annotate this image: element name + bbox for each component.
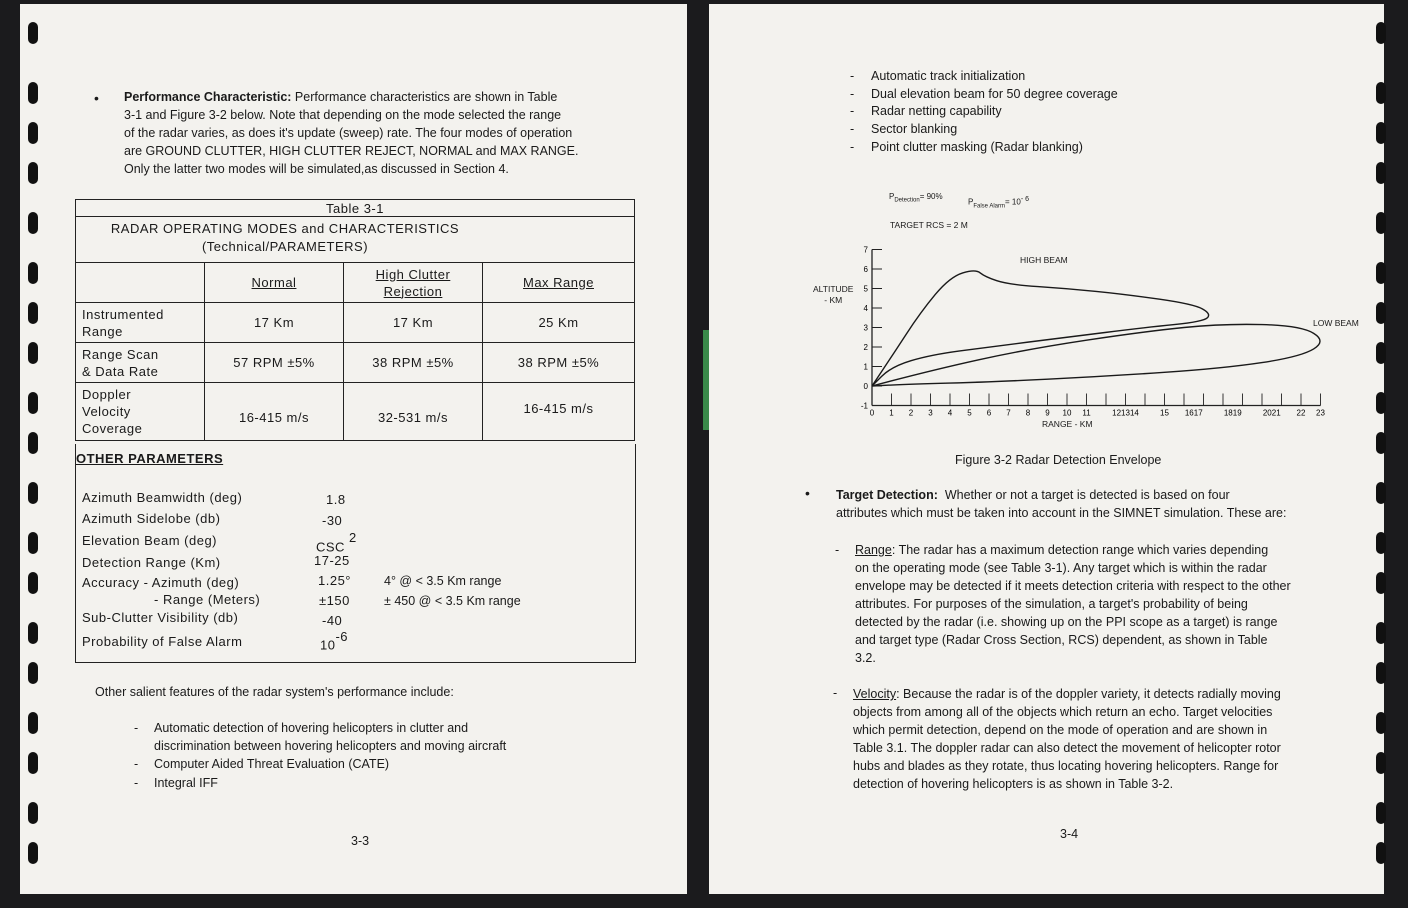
salient-feature: Automatic detection of hovering helicopters in clutter and [154,721,469,735]
x-tick-label: 1617 [1184,408,1203,418]
right-page [709,4,1384,894]
other-parameters-heading: OTHER PARAMETERS [76,451,224,466]
binding-hole-icon [28,302,38,324]
binding-hole-icon [28,752,38,774]
cell-high: 17 Km [344,303,483,343]
binding-hole-icon [28,392,38,414]
velocity-line: Table 3.1. The doppler radar can also detect the movement of helicopter rotor [853,741,1281,755]
param-label: - Range (Meters) [154,592,261,607]
velocity-paragraph [853,685,1328,793]
col-max-range: Max Range [523,275,594,290]
perf-line: 3-1 and Figure 3-2 below. Note that depending on the mode selected the range [124,108,562,122]
param-label: Elevation Beam (deg) [82,533,218,548]
param-label: Probability of False Alarm [82,634,243,649]
performance-heading: Performance Characteristic: [124,90,292,104]
binding-hole-icon [28,712,38,734]
param-value: ±150 [319,593,350,608]
figure-caption: Figure 3-2 Radar Detection Envelope [955,453,1162,467]
dash-icon: - [850,122,855,136]
binding-hole-icon [1376,802,1386,824]
binding-hole-icon [1376,82,1386,104]
x-tick-label: 7 [1006,408,1011,418]
dash-icon: - [134,721,139,735]
row-label: Range Scan [82,346,159,362]
velocity-line: detection of hovering helicopters is as shown in Table 3-2. [853,777,1174,791]
cell-normal: 57 RPM ±5% [205,343,344,383]
binding-hole-icon [1376,482,1386,504]
binding-hole-icon [1376,122,1386,144]
page-number: 3-3 [351,834,370,848]
x-tick-label: 11 [1082,408,1091,418]
x-tick-label: 4 [947,408,953,418]
binding-hole-icon [28,22,38,44]
binding-hole-icon [1376,302,1386,324]
param-value: 1.25° [318,573,352,588]
param-label: Azimuth Sidelobe (db) [82,511,221,526]
x-tick-label: 3 [928,408,933,418]
y-tick-label: 5 [863,284,868,294]
col-normal: Normal [251,275,297,290]
binding-hole-icon [1376,212,1386,234]
binding-hole-icon [1376,262,1386,284]
binding-hole-icon [1376,162,1386,184]
range-line: on the operating mode (see Table 3-1). Any target which is within the radar [855,561,1267,575]
low-beam-label: LOW BEAM [1313,318,1359,328]
feature-item: Radar netting capability [871,104,1002,118]
param-label: Detection Range (Km) [82,555,221,570]
x-axis-label: RANGE - KM [1042,419,1093,429]
target-rcs-label: TARGET RCS = 2 M [890,220,968,230]
param-value: -40 [322,613,343,628]
binding-hole-icon [1376,622,1386,644]
range-line: 3.2. [855,651,876,665]
range-line: detected by the radar (i.e. showing up on the PPI scope as a target) is range [855,615,1278,629]
param-extra: 4° @ < 3.5 Km range [384,574,502,588]
row-label: Coverage [82,421,143,436]
feature-item: Dual elevation beam for 50 degree coverage [871,87,1118,101]
table-row [76,383,635,441]
cell-normal: 17 Km [205,303,344,343]
binding-hole-icon [28,432,38,454]
y-tick-label: 7 [863,245,868,255]
binding-hole-icon [1376,392,1386,414]
bullet-icon: • [805,485,810,501]
radar-envelope-chart [854,229,1354,424]
param-value: -30 [322,513,343,528]
x-tick-label: 23 [1316,408,1325,418]
radar-modes-table [75,199,635,441]
table-subtitle: (Technical/PARAMETERS) [201,239,369,254]
binding-hole-icon [28,342,38,364]
col-high-clutter: High Clutter [375,266,451,282]
x-tick-label: 1819 [1223,408,1242,418]
binding-hole-icon [28,842,38,864]
target-detection-heading: Target Detection: [836,488,938,502]
target-detection-paragraph [836,486,1331,522]
salient-feature: Computer Aided Threat Evaluation (CATE) [154,757,390,771]
param-label: Accuracy - Azimuth (deg) [82,575,240,590]
cell-normal: 16-415 m/s [205,383,344,441]
dash-icon: - [850,87,855,101]
p-false-alarm-label: $P_{False Alarm}= 10^{- 6}$ [968,196,1029,210]
salient-intro: Other salient features of the radar system's performance include: [95,685,454,699]
y-axis-label: ALTITUDE - KM [813,284,854,305]
perf-line: are GROUND CLUTTER, HIGH CLUTTER REJECT, NORMAL and MAX RANGE. [124,144,579,158]
range-line: attributes. For purposes of the simulation, a target's probability of being [855,597,1248,611]
series-high-beam [872,271,1209,386]
param-label: Sub-Clutter Visibility (db) [82,610,239,625]
velocity-line: which permit detection, depend on the mode of operation and are shown in [853,723,1268,737]
binding-hole-icon [28,622,38,644]
col-rejection: Rejection [383,283,443,299]
range-paragraph [855,541,1330,667]
binding-hole-icon [28,162,38,184]
binding-hole-icon [28,122,38,144]
row-label: & Data Rate [82,363,159,379]
param-value: 17-25 [314,553,350,568]
binding-hole-icon [28,572,38,594]
binding-hole-icon [1376,432,1386,454]
dash-icon: - [835,543,840,557]
x-tick-label: 121314 [1112,408,1139,418]
binding-hole-icon [1376,572,1386,594]
table-row [76,303,635,343]
x-tick-label: 2 [908,408,914,418]
y-tick-label: -1 [860,401,868,411]
binding-hole-icon [28,802,38,824]
perf-line: of the radar varies, as does it's update (sweep) rate. The four modes of operation [124,126,573,140]
x-tick-label: 0 [869,408,875,418]
x-tick-label: 1 [889,408,894,418]
binding-hole-icon [1376,842,1386,864]
binding-hole-icon [1376,342,1386,364]
perf-line: Only the latter two modes will be simulated,as discussed in Section 4. [124,162,509,176]
x-tick-label: 5 [967,408,972,418]
param-value: CSC$^2$ [316,530,357,555]
binding-hole-icon [1376,22,1386,44]
x-tick-label: 8 [1025,408,1031,418]
page-number: 3-4 [1060,827,1079,841]
x-tick-label: 2021 [1262,408,1281,418]
p-detection-label: $P_{Detection}= 90\%$ [889,192,943,204]
high-beam-label: HIGH BEAM [1020,255,1068,265]
binding-hole-icon [1376,712,1386,734]
cell-max: 25 Km [483,303,635,343]
param-value: 1.8 [326,492,346,507]
range-line: envelope may be detected if it meets detection criteria with respect to the other [855,579,1291,593]
range-line: and target type (Radar Cross Section, RCS) dependent, as shown in Table [855,633,1268,647]
velocity-line: : Because the radar is of the doppler variety, it detects radially moving [896,687,1281,701]
table-row [76,343,635,383]
cell-max: 16-415 m/s [483,383,635,441]
perf-line: Performance characteristics are shown in Table [294,90,558,104]
dash-icon: - [850,69,855,83]
dash-icon: - [134,776,139,790]
binding-hole-icon [28,212,38,234]
y-tick-label: 2 [863,343,868,352]
left-page [20,4,687,894]
dash-icon: - [833,686,838,700]
cell-high: 32-531 m/s [344,383,483,441]
feature-item: Sector blanking [871,122,958,136]
x-tick-label: 10 [1062,408,1072,418]
binding-hole-icon [28,262,38,284]
velocity-heading: Velocity [853,687,897,701]
salient-feature: discrimination between hovering helicopters and moving aircraft [154,739,507,753]
table-corner [76,263,205,303]
row-label: Instrumented [82,306,164,322]
binding-hole-icon [1376,532,1386,554]
binding-hole-icon [1376,752,1386,774]
bullet-icon: • [94,90,99,106]
binding-hole-icon [28,662,38,684]
feature-item: Point clutter masking (Radar blanking) [871,140,1083,154]
binding-hole-icon [28,532,38,554]
row-label: Velocity [82,404,131,419]
dash-icon: - [850,104,855,118]
binding-hole-icon [1376,662,1386,684]
feature-item: Automatic track initialization [871,69,1026,83]
x-tick-label: 15 [1160,408,1169,418]
row-label: Range [82,323,123,339]
param-label: Azimuth Beamwidth (deg) [82,490,243,505]
x-tick-label: 9 [1045,408,1050,418]
param-value: $10^{-6}$ [320,629,349,653]
cell-max: 38 RPM ±5% [483,343,635,383]
table-title: RADAR OPERATING MODES and CHARACTERISTICS [110,221,460,236]
performance-paragraph [124,88,624,178]
y-tick-label: 6 [863,265,868,274]
dash-icon: - [134,757,139,771]
y-tick-label: 3 [863,323,868,333]
y-tick-label: 1 [863,362,868,372]
velocity-line: objects from among all of the objects which return an echo. Target velocities [853,705,1273,719]
param-extra: ± 450 @ < 3.5 Km range [384,594,521,608]
range-heading: Range [855,543,892,557]
binding-hole-icon [28,482,38,504]
y-tick-label: 0 [863,382,868,391]
td-line: Whether or not a target is detected is based on four [944,488,1230,502]
velocity-line: hubs and blades as they rotate, thus locating hovering helicopters. Range for [853,759,1279,773]
row-label: Doppler [82,387,132,402]
binding-hole-icon [28,82,38,104]
range-line: : The radar has a maximum detection range which varies depending [891,543,1269,557]
x-tick-label: 6 [986,408,992,418]
dash-icon: - [850,140,855,154]
table-number: Table 3-1 [76,200,635,217]
salient-feature: Integral IFF [154,776,218,790]
x-tick-label: 22 [1296,408,1306,418]
cell-high: 38 RPM ±5% [344,343,483,383]
y-tick-label: 4 [863,304,868,313]
td-line: attributes which must be taken into account in the SIMNET simulation. These are: [836,506,1287,520]
